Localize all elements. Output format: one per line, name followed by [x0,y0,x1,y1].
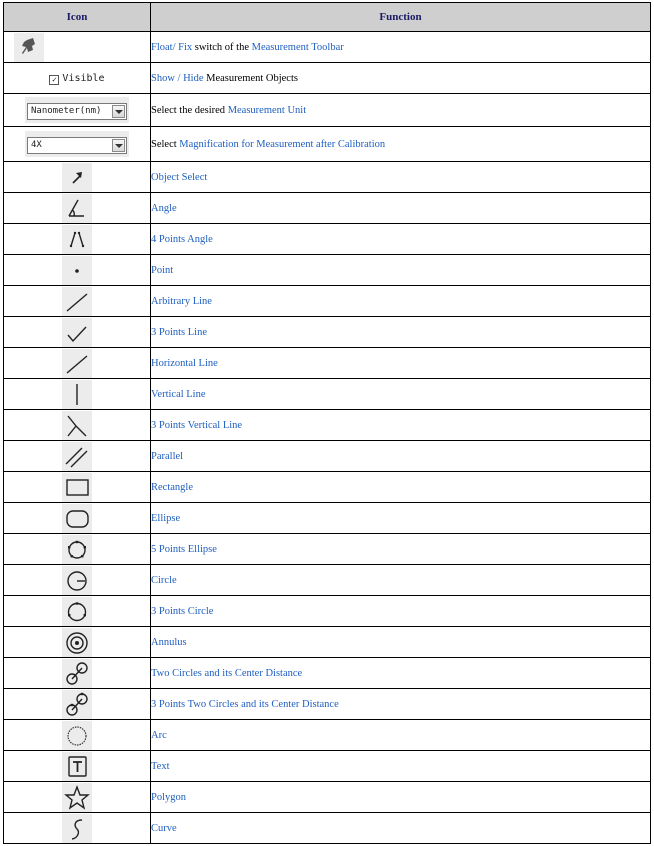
table-row [4,627,651,658]
function-link[interactable]: Vertical Line [151,388,206,400]
rectangle-icon[interactable] [62,473,92,502]
three-points-vertical-line-icon[interactable] [62,411,92,440]
show-hide-link[interactable]: Show / Hide [151,72,204,84]
function-link[interactable]: Arbitrary Line [151,295,212,307]
function-link[interactable]: 3 Points Two Circles and its Center Distance [151,698,339,710]
table-row: 4X Select Magnification for Measurement after Calibration [4,127,651,162]
three-points-two-circles-icon[interactable] [62,690,92,719]
measurement-toolbar-link[interactable]: Measurement Toolbar [251,41,344,53]
measurement-toolbar-table [3,2,651,844]
parallel-icon[interactable] [62,442,92,471]
table-row [4,224,651,255]
function-link[interactable]: 3 Points Circle [151,605,214,617]
table-row [4,534,651,565]
table-row [4,286,651,317]
polygon-icon[interactable] [62,783,92,812]
function-link[interactable]: Parallel [151,450,184,462]
table-row [4,410,651,441]
function-link[interactable]: Point [151,264,174,276]
table-row [4,813,651,844]
table-row [4,317,651,348]
table-row [4,565,651,596]
check-icon: ✓ [49,75,59,85]
point-icon[interactable] [62,256,92,285]
table-row [4,596,651,627]
function-link[interactable]: Object Select [151,171,208,183]
table-row [4,720,651,751]
text-icon[interactable] [62,752,92,781]
header-icon: Icon [4,3,151,32]
function-link[interactable]: Ellipse [151,512,181,524]
ellipse-icon[interactable] [62,504,92,533]
measurement-unit-link[interactable]: Measurement Unit [227,104,307,116]
table-row: Nanometer(nm) Select the desired Measurement Unit [4,94,651,127]
table-row [4,782,651,813]
angle-icon[interactable] [62,194,92,223]
visible-checkbox[interactable]: ✓ Visible [44,69,109,89]
function-link[interactable]: Arc [151,729,167,741]
annulus-icon[interactable] [62,628,92,657]
function-link[interactable]: Two Circles and its Center Distance [151,667,303,679]
two-circles-distance-icon[interactable] [62,659,92,688]
function-link[interactable]: Text [151,760,170,772]
function-link[interactable]: Annulus [151,636,187,648]
vertical-line-icon[interactable] [62,380,92,409]
four-points-angle-icon[interactable] [62,225,92,254]
horizontal-line-icon[interactable] [62,349,92,378]
magnification-link[interactable]: Magnification for Measurement after Calibration [179,138,386,150]
object-select-icon[interactable] [62,163,92,192]
pushpin-icon[interactable] [14,33,44,62]
three-points-circle-icon[interactable] [62,597,92,626]
chevron-down-icon [112,105,125,118]
table-row: ✓ Visible Show / Hide Measurement Objects [4,63,651,94]
table-row: Float/ Fix switch of the Measurement Toolbar [4,32,651,63]
arbitrary-line-icon[interactable] [62,287,92,316]
header-row [4,3,651,32]
magnification-select[interactable]: 4X [27,137,127,154]
table-row [4,193,651,224]
table-row [4,503,651,534]
five-points-ellipse-icon[interactable] [62,535,92,564]
function-link[interactable]: Rectangle [151,481,193,493]
table-row [4,255,651,286]
function-link[interactable]: Polygon [151,791,187,803]
float-fix-link[interactable]: Float/ Fix [151,41,193,53]
function-link[interactable]: Curve [151,822,177,834]
table-row [4,658,651,689]
function-link[interactable]: 3 Points Line [151,326,208,338]
function-link[interactable]: Angle [151,202,177,214]
table-row [4,751,651,782]
circle-icon[interactable] [62,566,92,595]
table-row [4,472,651,503]
table-row [4,348,651,379]
function-link[interactable]: 3 Points Vertical Line [151,419,243,431]
table-row [4,162,651,193]
chevron-down-icon [112,139,125,152]
document-page [3,2,651,844]
function-link[interactable]: Circle [151,574,177,586]
curve-icon[interactable] [62,814,92,843]
three-points-line-icon[interactable] [62,318,92,347]
function-link[interactable]: 5 Points Ellipse [151,543,217,555]
arc-icon[interactable] [62,721,92,750]
function-link[interactable]: 4 Points Angle [151,233,213,245]
header-function: Function [151,3,651,32]
table-row [4,441,651,472]
unit-select[interactable]: Nanometer(nm) [27,103,127,120]
table-row [4,689,651,720]
function-link[interactable]: Horizontal Line [151,357,218,369]
table-row [4,379,651,410]
